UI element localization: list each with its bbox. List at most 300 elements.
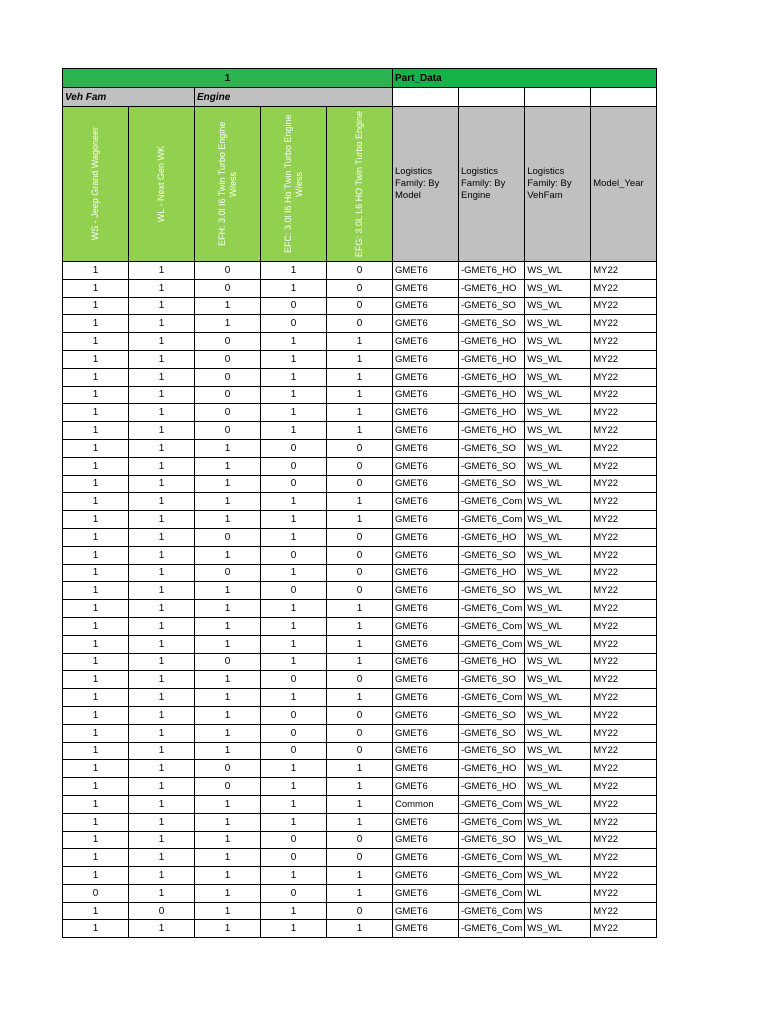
by-vehfam-cell[interactable]: WS_WL [525,635,591,653]
model-year-cell[interactable]: MY22 [591,546,657,564]
by-vehfam-cell[interactable]: WS_WL [525,297,591,315]
efg-cell[interactable]: 0 [327,315,393,333]
by-engine-cell[interactable]: -GMET6_Com [459,795,525,813]
wl-cell[interactable]: 1 [129,279,195,297]
header-logistics-by-engine[interactable]: Logistics Family: By Engine [459,107,525,262]
efh-cell[interactable]: 0 [195,404,261,422]
wl-cell[interactable]: 1 [129,582,195,600]
by-model-cell[interactable]: GMET6 [393,404,459,422]
efh-cell[interactable]: 1 [195,849,261,867]
wl-cell[interactable]: 1 [129,439,195,457]
ws-cell[interactable]: 1 [63,297,129,315]
by-vehfam-cell[interactable]: WS_WL [525,706,591,724]
by-engine-cell[interactable]: -GMET6_Com [459,813,525,831]
efg-cell[interactable]: 0 [327,439,393,457]
model-year-cell[interactable]: MY22 [591,884,657,902]
by-engine-cell[interactable]: -GMET6_SO [459,724,525,742]
wl-cell[interactable]: 1 [129,528,195,546]
by-model-cell[interactable]: GMET6 [393,600,459,618]
efh-cell[interactable]: 0 [195,279,261,297]
wl-cell[interactable]: 1 [129,671,195,689]
efg-cell[interactable]: 1 [327,368,393,386]
efc-cell[interactable]: 0 [261,742,327,760]
ws-cell[interactable]: 1 [63,279,129,297]
by-model-cell[interactable]: GMET6 [393,724,459,742]
by-model-cell[interactable]: GMET6 [393,635,459,653]
wl-cell[interactable]: 1 [129,617,195,635]
efg-cell[interactable]: 0 [327,564,393,582]
efc-cell[interactable]: 1 [261,386,327,404]
efc-cell[interactable]: 1 [261,350,327,368]
efg-cell[interactable]: 0 [327,262,393,280]
efc-cell[interactable]: 0 [261,315,327,333]
wl-cell[interactable]: 1 [129,742,195,760]
model-year-cell[interactable]: MY22 [591,867,657,885]
efg-cell[interactable]: 1 [327,422,393,440]
model-year-cell[interactable]: MY22 [591,315,657,333]
efh-cell[interactable]: 0 [195,368,261,386]
wl-cell[interactable]: 1 [129,884,195,902]
ws-cell[interactable]: 1 [63,315,129,333]
by-vehfam-cell[interactable]: WS_WL [525,689,591,707]
by-model-cell[interactable]: GMET6 [393,706,459,724]
efg-cell[interactable]: 0 [327,671,393,689]
wl-cell[interactable]: 1 [129,315,195,333]
model-year-cell[interactable]: MY22 [591,297,657,315]
by-engine-cell[interactable]: -GMET6_SO [459,475,525,493]
wl-cell[interactable]: 1 [129,422,195,440]
model-year-cell[interactable]: MY22 [591,831,657,849]
model-year-cell[interactable]: MY22 [591,653,657,671]
by-model-cell[interactable]: GMET6 [393,564,459,582]
by-model-cell[interactable]: GMET6 [393,475,459,493]
header-logistics-by-vehfam[interactable]: Logistics Family: By VehFam [525,107,591,262]
wl-cell[interactable]: 1 [129,653,195,671]
ws-cell[interactable]: 1 [63,493,129,511]
efc-cell[interactable]: 0 [261,706,327,724]
efc-cell[interactable]: 0 [261,457,327,475]
header-model-year[interactable]: Model_Year [591,107,657,262]
model-year-cell[interactable]: MY22 [591,457,657,475]
ws-cell[interactable]: 1 [63,582,129,600]
efg-cell[interactable]: 1 [327,404,393,422]
efh-cell[interactable]: 1 [195,635,261,653]
efc-cell[interactable]: 1 [261,564,327,582]
efg-cell[interactable]: 0 [327,528,393,546]
by-engine-cell[interactable]: -GMET6_HO [459,778,525,796]
efc-cell[interactable]: 1 [261,511,327,529]
model-year-cell[interactable]: MY22 [591,724,657,742]
wl-cell[interactable]: 1 [129,546,195,564]
efc-cell[interactable]: 0 [261,582,327,600]
by-vehfam-cell[interactable]: WS_WL [525,511,591,529]
efc-cell[interactable]: 0 [261,884,327,902]
efg-cell[interactable]: 1 [327,689,393,707]
blank-cell[interactable] [591,88,657,107]
model-year-cell[interactable]: MY22 [591,617,657,635]
wl-cell[interactable]: 1 [129,404,195,422]
ws-cell[interactable]: 1 [63,457,129,475]
wl-cell[interactable]: 1 [129,778,195,796]
by-vehfam-cell[interactable]: WS_WL [525,564,591,582]
efc-cell[interactable]: 1 [261,689,327,707]
ws-cell[interactable]: 1 [63,742,129,760]
by-model-cell[interactable]: GMET6 [393,617,459,635]
by-engine-cell[interactable]: -GMET6_HO [459,368,525,386]
by-engine-cell[interactable]: -GMET6_SO [459,297,525,315]
efg-cell[interactable]: 1 [327,778,393,796]
by-engine-cell[interactable]: -GMET6_HO [459,653,525,671]
efc-cell[interactable]: 0 [261,546,327,564]
by-model-cell[interactable]: GMET6 [393,368,459,386]
wl-cell[interactable]: 0 [129,902,195,920]
by-vehfam-cell[interactable]: WS_WL [525,778,591,796]
by-model-cell[interactable]: GMET6 [393,511,459,529]
by-vehfam-cell[interactable]: WS_WL [525,671,591,689]
efc-cell[interactable]: 1 [261,528,327,546]
ws-cell[interactable]: 1 [63,867,129,885]
by-engine-cell[interactable]: -GMET6_HO [459,422,525,440]
efg-cell[interactable]: 0 [327,475,393,493]
efg-cell[interactable]: 1 [327,884,393,902]
ws-cell[interactable]: 1 [63,333,129,351]
by-model-cell[interactable]: GMET6 [393,689,459,707]
efh-cell[interactable]: 1 [195,617,261,635]
efh-cell[interactable]: 0 [195,528,261,546]
by-model-cell[interactable]: GMET6 [393,279,459,297]
wl-cell[interactable]: 1 [129,635,195,653]
efh-cell[interactable]: 1 [195,475,261,493]
by-engine-cell[interactable]: -GMET6_SO [459,706,525,724]
efg-cell[interactable]: 1 [327,617,393,635]
model-year-cell[interactable]: MY22 [591,404,657,422]
by-engine-cell[interactable]: -GMET6_Com [459,920,525,938]
by-vehfam-cell[interactable]: WS_WL [525,493,591,511]
efc-cell[interactable]: 0 [261,671,327,689]
by-vehfam-cell[interactable]: WS_WL [525,475,591,493]
efc-cell[interactable]: 1 [261,617,327,635]
ws-cell[interactable]: 1 [63,706,129,724]
ws-cell[interactable]: 0 [63,884,129,902]
by-engine-cell[interactable]: -GMET6_Com [459,884,525,902]
by-engine-cell[interactable]: -GMET6_Com [459,511,525,529]
ws-cell[interactable]: 1 [63,902,129,920]
by-model-cell[interactable]: GMET6 [393,457,459,475]
by-engine-cell[interactable]: -GMET6_HO [459,528,525,546]
efh-cell[interactable]: 1 [195,724,261,742]
efg-cell[interactable]: 0 [327,582,393,600]
model-year-cell[interactable]: MY22 [591,386,657,404]
by-engine-cell[interactable]: -GMET6_Com [459,617,525,635]
by-model-cell[interactable]: GMET6 [393,742,459,760]
by-engine-cell[interactable]: -GMET6_SO [459,742,525,760]
efc-cell[interactable]: 1 [261,920,327,938]
efc-cell[interactable]: 1 [261,262,327,280]
efg-cell[interactable]: 1 [327,350,393,368]
efg-cell[interactable]: 1 [327,635,393,653]
wl-cell[interactable]: 1 [129,600,195,618]
ws-cell[interactable]: 1 [63,671,129,689]
efh-cell[interactable]: 1 [195,867,261,885]
ws-cell[interactable]: 1 [63,262,129,280]
by-engine-cell[interactable]: -GMET6_Com [459,635,525,653]
efh-cell[interactable]: 1 [195,884,261,902]
by-vehfam-cell[interactable]: WS [525,902,591,920]
efc-cell[interactable]: 1 [261,653,327,671]
by-engine-cell[interactable]: -GMET6_Com [459,867,525,885]
wl-cell[interactable]: 1 [129,511,195,529]
efc-cell[interactable]: 1 [261,778,327,796]
sheet-title[interactable]: Part_Data [393,69,657,88]
efc-cell[interactable]: 0 [261,475,327,493]
efc-cell[interactable]: 0 [261,831,327,849]
wl-cell[interactable]: 1 [129,475,195,493]
efc-cell[interactable]: 1 [261,760,327,778]
by-engine-cell[interactable]: -GMET6_SO [459,546,525,564]
ws-cell[interactable]: 1 [63,386,129,404]
by-vehfam-cell[interactable]: WS_WL [525,831,591,849]
ws-cell[interactable]: 1 [63,350,129,368]
by-engine-cell[interactable]: -GMET6_HO [459,350,525,368]
ws-cell[interactable]: 1 [63,724,129,742]
efg-cell[interactable]: 1 [327,813,393,831]
model-year-cell[interactable]: MY22 [591,902,657,920]
by-vehfam-cell[interactable]: WS_WL [525,350,591,368]
efg-cell[interactable]: 1 [327,333,393,351]
by-model-cell[interactable]: GMET6 [393,867,459,885]
efh-cell[interactable]: 0 [195,564,261,582]
model-year-cell[interactable]: MY22 [591,564,657,582]
efh-cell[interactable]: 1 [195,689,261,707]
engine-group-header[interactable]: Engine [195,88,393,107]
model-year-cell[interactable]: MY22 [591,368,657,386]
by-model-cell[interactable]: GMET6 [393,778,459,796]
efc-cell[interactable]: 1 [261,422,327,440]
efh-cell[interactable]: 1 [195,706,261,724]
by-vehfam-cell[interactable]: WS_WL [525,333,591,351]
ws-cell[interactable]: 1 [63,795,129,813]
efh-cell[interactable]: 1 [195,831,261,849]
model-year-cell[interactable]: MY22 [591,493,657,511]
wl-cell[interactable]: 1 [129,564,195,582]
efc-cell[interactable]: 1 [261,333,327,351]
efc-cell[interactable]: 0 [261,439,327,457]
header-efc-engine[interactable] [261,107,327,262]
by-engine-cell[interactable]: -GMET6_Com [459,689,525,707]
efc-cell[interactable]: 1 [261,279,327,297]
by-vehfam-cell[interactable]: WS_WL [525,439,591,457]
efc-cell[interactable]: 1 [261,635,327,653]
wl-cell[interactable]: 1 [129,386,195,404]
by-model-cell[interactable]: GMET6 [393,333,459,351]
by-vehfam-cell[interactable]: WS_WL [525,386,591,404]
ws-cell[interactable]: 1 [63,546,129,564]
header-efg-engine[interactable] [327,107,393,262]
by-vehfam-cell[interactable]: WS_WL [525,849,591,867]
by-vehfam-cell[interactable]: WS_WL [525,617,591,635]
wl-cell[interactable]: 1 [129,813,195,831]
ws-cell[interactable]: 1 [63,404,129,422]
efc-cell[interactable]: 1 [261,368,327,386]
ws-cell[interactable]: 1 [63,439,129,457]
by-engine-cell[interactable]: -GMET6_SO [459,315,525,333]
by-model-cell[interactable]: GMET6 [393,528,459,546]
wl-cell[interactable]: 1 [129,457,195,475]
efh-cell[interactable]: 1 [195,795,261,813]
efh-cell[interactable]: 0 [195,350,261,368]
efc-cell[interactable]: 1 [261,404,327,422]
efh-cell[interactable]: 0 [195,760,261,778]
model-year-cell[interactable]: MY22 [591,600,657,618]
by-engine-cell[interactable]: -GMET6_HO [459,760,525,778]
efg-cell[interactable]: 1 [327,920,393,938]
by-vehfam-cell[interactable]: WS_WL [525,279,591,297]
efh-cell[interactable]: 0 [195,653,261,671]
wl-cell[interactable]: 1 [129,867,195,885]
wl-cell[interactable]: 1 [129,368,195,386]
efh-cell[interactable]: 0 [195,422,261,440]
by-model-cell[interactable]: GMET6 [393,902,459,920]
by-model-cell[interactable]: GMET6 [393,653,459,671]
wl-cell[interactable]: 1 [129,849,195,867]
by-vehfam-cell[interactable]: WS_WL [525,457,591,475]
efg-cell[interactable]: 0 [327,742,393,760]
by-engine-cell[interactable]: -GMET6_HO [459,386,525,404]
efh-cell[interactable]: 1 [195,920,261,938]
by-model-cell[interactable]: GMET6 [393,439,459,457]
wl-cell[interactable]: 1 [129,724,195,742]
efh-cell[interactable]: 1 [195,582,261,600]
blank-cell[interactable] [393,88,459,107]
efh-cell[interactable]: 1 [195,742,261,760]
efg-cell[interactable]: 1 [327,511,393,529]
efh-cell[interactable]: 1 [195,511,261,529]
efg-cell[interactable]: 1 [327,760,393,778]
by-model-cell[interactable]: Common [393,795,459,813]
model-year-cell[interactable]: MY22 [591,689,657,707]
veh-fam-group-header[interactable]: Veh Fam [63,88,195,107]
efh-cell[interactable]: 1 [195,493,261,511]
by-vehfam-cell[interactable]: WS_WL [525,262,591,280]
by-engine-cell[interactable]: -GMET6_SO [459,831,525,849]
ws-cell[interactable]: 1 [63,511,129,529]
by-model-cell[interactable]: GMET6 [393,849,459,867]
efg-cell[interactable]: 0 [327,849,393,867]
efg-cell[interactable]: 1 [327,600,393,618]
by-model-cell[interactable]: GMET6 [393,884,459,902]
efh-cell[interactable]: 0 [195,386,261,404]
efh-cell[interactable]: 1 [195,902,261,920]
efg-cell[interactable]: 0 [327,902,393,920]
by-vehfam-cell[interactable]: WS_WL [525,422,591,440]
efh-cell[interactable]: 0 [195,778,261,796]
wl-cell[interactable]: 1 [129,297,195,315]
by-model-cell[interactable]: GMET6 [393,493,459,511]
efc-cell[interactable]: 1 [261,902,327,920]
efg-cell[interactable]: 0 [327,546,393,564]
model-year-cell[interactable]: MY22 [591,333,657,351]
wl-cell[interactable]: 1 [129,350,195,368]
efc-cell[interactable]: 0 [261,849,327,867]
efh-cell[interactable]: 1 [195,457,261,475]
wl-cell[interactable]: 1 [129,831,195,849]
efh-cell[interactable]: 0 [195,262,261,280]
wl-cell[interactable]: 1 [129,706,195,724]
model-year-cell[interactable]: MY22 [591,350,657,368]
by-engine-cell[interactable]: -GMET6_Com [459,849,525,867]
model-year-cell[interactable]: MY22 [591,849,657,867]
by-engine-cell[interactable]: -GMET6_HO [459,262,525,280]
blank-cell[interactable] [525,88,591,107]
efh-cell[interactable]: 1 [195,813,261,831]
efg-cell[interactable]: 0 [327,297,393,315]
efh-cell[interactable]: 1 [195,546,261,564]
by-vehfam-cell[interactable]: WS_WL [525,315,591,333]
model-year-cell[interactable]: MY22 [591,439,657,457]
top-row-number[interactable]: 1 [63,69,393,88]
by-vehfam-cell[interactable]: WS_WL [525,795,591,813]
by-vehfam-cell[interactable]: WS_WL [525,582,591,600]
by-engine-cell[interactable]: -GMET6_HO [459,333,525,351]
by-vehfam-cell[interactable]: WS_WL [525,724,591,742]
ws-cell[interactable]: 1 [63,760,129,778]
model-year-cell[interactable]: MY22 [591,422,657,440]
efg-cell[interactable]: 1 [327,867,393,885]
by-engine-cell[interactable]: -GMET6_SO [459,671,525,689]
by-model-cell[interactable]: GMET6 [393,831,459,849]
model-year-cell[interactable]: MY22 [591,706,657,724]
by-model-cell[interactable]: GMET6 [393,813,459,831]
model-year-cell[interactable]: MY22 [591,582,657,600]
header-logistics-by-model[interactable]: Logistics Family: By Model [393,107,459,262]
by-model-cell[interactable]: GMET6 [393,315,459,333]
by-engine-cell[interactable]: -GMET6_Com [459,902,525,920]
wl-cell[interactable]: 1 [129,689,195,707]
model-year-cell[interactable]: MY22 [591,920,657,938]
ws-cell[interactable]: 1 [63,849,129,867]
by-model-cell[interactable]: GMET6 [393,297,459,315]
ws-cell[interactable]: 1 [63,635,129,653]
efc-cell[interactable]: 0 [261,724,327,742]
model-year-cell[interactable]: MY22 [591,528,657,546]
ws-cell[interactable]: 1 [63,653,129,671]
efc-cell[interactable]: 1 [261,600,327,618]
by-vehfam-cell[interactable]: WS_WL [525,920,591,938]
model-year-cell[interactable]: MY22 [591,511,657,529]
by-model-cell[interactable]: GMET6 [393,546,459,564]
efc-cell[interactable]: 1 [261,795,327,813]
by-engine-cell[interactable]: -GMET6_HO [459,404,525,422]
by-engine-cell[interactable]: -GMET6_SO [459,582,525,600]
wl-cell[interactable]: 1 [129,760,195,778]
efc-cell[interactable]: 0 [261,297,327,315]
by-vehfam-cell[interactable]: WL [525,884,591,902]
ws-cell[interactable]: 1 [63,778,129,796]
by-engine-cell[interactable]: -GMET6_Com [459,493,525,511]
efg-cell[interactable]: 0 [327,724,393,742]
ws-cell[interactable]: 1 [63,831,129,849]
ws-cell[interactable]: 1 [63,617,129,635]
by-engine-cell[interactable]: -GMET6_SO [459,457,525,475]
model-year-cell[interactable]: MY22 [591,671,657,689]
by-vehfam-cell[interactable]: WS_WL [525,546,591,564]
efh-cell[interactable]: 0 [195,333,261,351]
by-engine-cell[interactable]: -GMET6_HO [459,564,525,582]
by-model-cell[interactable]: GMET6 [393,671,459,689]
by-engine-cell[interactable]: -GMET6_HO [459,279,525,297]
model-year-cell[interactable]: MY22 [591,262,657,280]
header-wl-next-gen-wk[interactable] [129,107,195,262]
